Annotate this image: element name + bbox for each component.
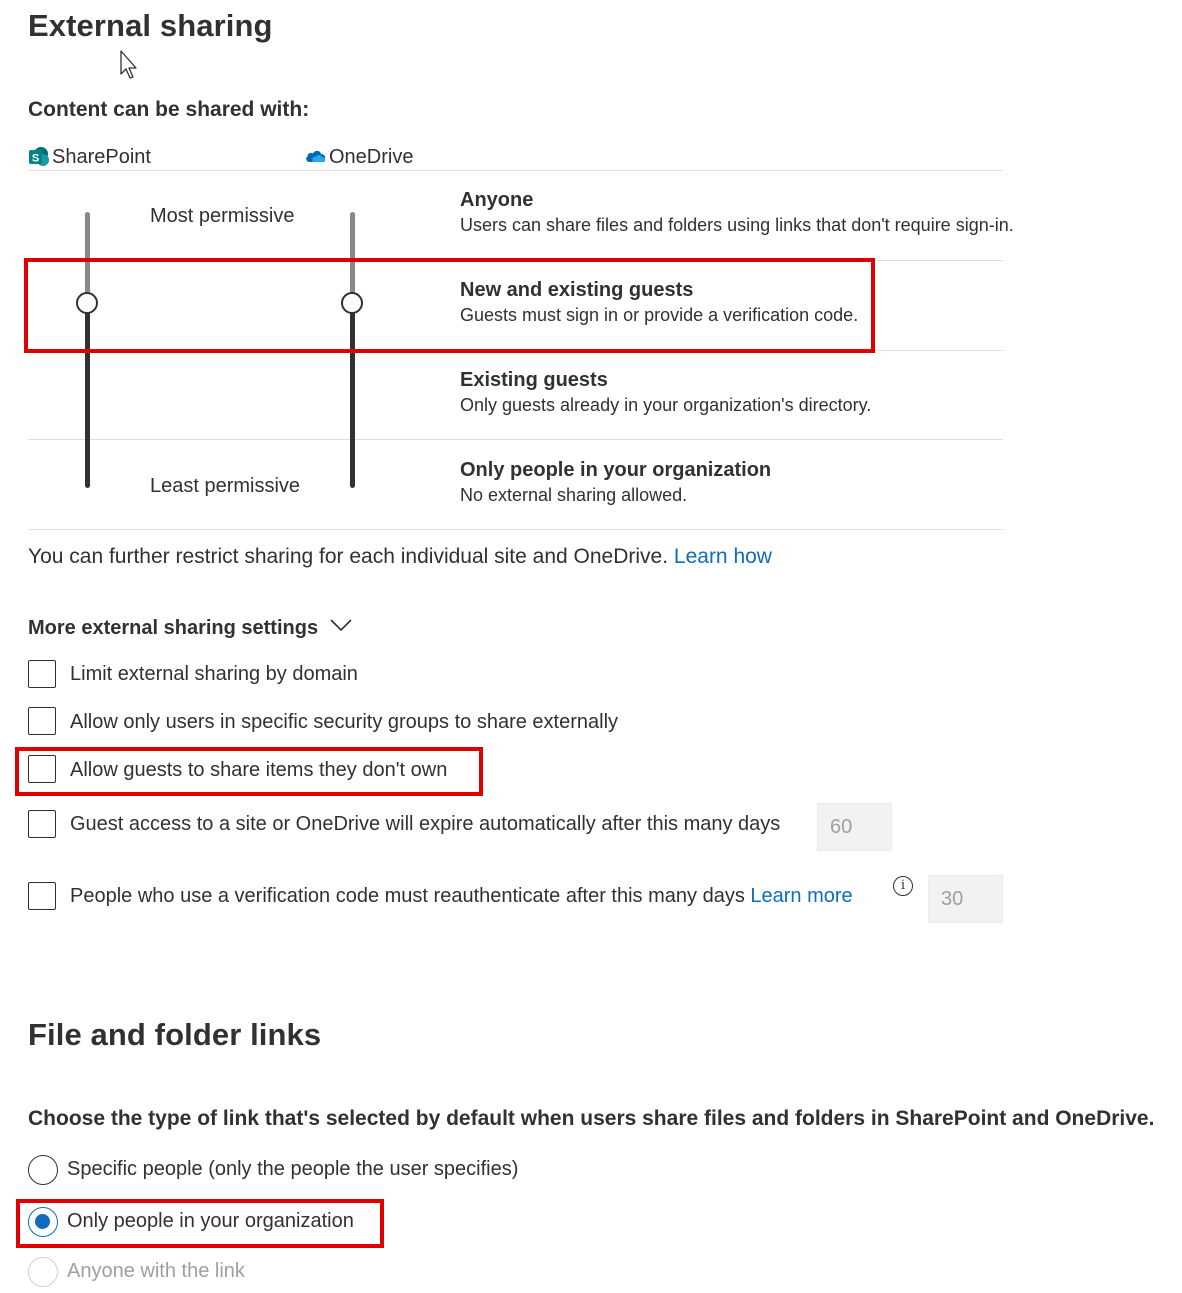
level-title-existing-guests: Existing guests [460,369,608,391]
least-permissive-label: Least permissive [150,475,301,497]
radio-label-anyone-link: Anyone with the link [67,1260,245,1282]
radio-specific-people[interactable] [28,1155,58,1185]
link-type-question: Choose the type of link that's selected by default when users share files and folders in SharePoint and OneDrive. [28,1107,1155,1130]
divider [28,170,1003,171]
checkbox-reauthenticate[interactable] [28,882,56,910]
checkbox-guest-access-expire[interactable] [28,810,56,838]
learn-how-link[interactable]: Learn how [673,545,772,568]
sharepoint-slider-thumb[interactable] [76,292,98,314]
onedrive-label: OneDrive [329,146,414,168]
checkbox-label-guest-access-expire[interactable]: Guest access to a site or OneDrive will expire automatically after this many days [70,813,781,835]
checkbox-guests-share-items[interactable] [28,755,56,783]
radio-label-specific-people[interactable]: Specific people (only the people the user specifies) [67,1158,519,1180]
level-desc-existing-guests: Only guests already in your organization's directory. [460,395,872,415]
info-icon[interactable]: i [893,876,913,896]
level-desc-new-existing-guests: Guests must sign in or provide a verification code. [460,305,859,325]
checkbox-label-guests-share-items[interactable]: Allow guests to share items they don't own [70,759,448,781]
learn-more-link[interactable]: Learn more [750,885,853,907]
sharepoint-slider-track-upper[interactable] [85,212,90,304]
divider [28,439,1003,440]
checkbox-label-reauthenticate[interactable] [70,885,853,908]
reauthenticate-days-input[interactable]: 30 [928,875,1003,923]
level-title-anyone: Anyone [460,189,534,211]
radio-selected-dot [35,1214,50,1229]
external-sharing-title: External sharing [28,8,273,43]
more-settings-label: More external sharing settings [28,617,319,639]
file-folder-links-title: File and folder links [28,1017,322,1052]
level-desc-org-only: No external sharing allowed. [460,485,688,505]
most-permissive-label: Most permissive [150,205,295,227]
checkbox-label-limit-domain[interactable]: Limit external sharing by domain [70,663,358,685]
divider [28,350,1003,351]
level-title-org-only: Only people in your organization [460,459,772,481]
checkbox-label-security-groups[interactable]: Allow only users in specific security groups to share externally [70,711,619,733]
divider [28,529,1003,530]
sharepoint-slider-track-lower[interactable] [85,304,90,488]
checkbox-limit-domain[interactable] [28,660,56,688]
onedrive-slider-track-upper[interactable] [350,212,355,304]
restrict-note [28,545,772,569]
onedrive-icon [304,148,328,164]
radio-anyone-link [28,1257,58,1287]
onedrive-slider-thumb[interactable] [341,292,363,314]
onedrive-slider-track-lower[interactable] [350,304,355,488]
svg-text:S: S [31,152,40,165]
radio-org-only[interactable] [28,1207,58,1237]
checkbox-security-groups[interactable] [28,707,56,735]
restrict-note-text: You can further restrict sharing for each individual site and OneDrive. [28,545,669,568]
level-title-new-existing-guests: New and existing guests [460,279,694,301]
sharepoint-icon [28,146,50,168]
level-desc-anyone: Users can share files and folders using links that don't require sign-in. [460,215,1014,235]
mouse-cursor-icon [120,50,140,80]
reauthenticate-text: People who use a verification code must reauthenticate after this many days [70,885,745,907]
radio-label-org-only[interactable]: Only people in your organization [67,1210,354,1232]
sharepoint-label: SharePoint [52,146,151,168]
more-settings-toggle[interactable] [28,617,318,640]
divider [28,260,1003,261]
expire-days-input[interactable]: 60 [817,803,892,851]
chevron-down-icon[interactable] [330,619,352,633]
content-shared-with-label: Content can be shared with: [28,98,310,121]
